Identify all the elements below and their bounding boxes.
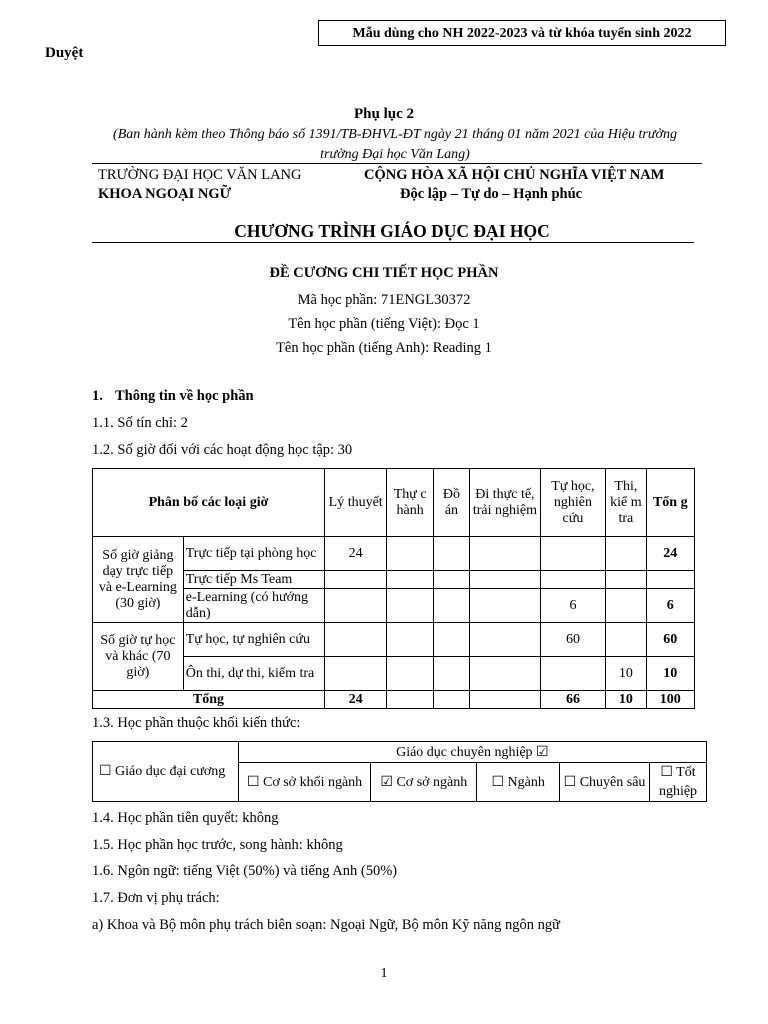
cell-total: 60 xyxy=(646,623,694,657)
course-name-vi: Tên học phần (tiếng Việt): Đọc 1 xyxy=(288,316,480,332)
cell-total xyxy=(646,571,694,589)
hours-table xyxy=(92,468,695,709)
nation-title: CỘNG HÒA XÃ HỘI CHỦ NGHĨA VIỆT NAM xyxy=(364,167,665,183)
group-self-study: Số giờ tự học và khác (70 giờ) xyxy=(93,623,184,691)
cell-field-trip xyxy=(470,623,541,657)
row-label: Trực tiếp Ms Team xyxy=(183,571,324,589)
total-theory: 24 xyxy=(324,691,387,709)
table-row xyxy=(93,623,695,657)
cell-self-study: 60 xyxy=(540,623,606,657)
course-name-en: Tên học phần (tiếng Anh): Reading 1 xyxy=(276,340,492,356)
section1-number: 1. xyxy=(92,388,103,404)
syllabus-title: ĐỀ CƯƠNG CHI TIẾT HỌC PHẦN xyxy=(269,265,499,281)
col-theory: Lý thuyết xyxy=(324,469,387,537)
cell-theory xyxy=(324,623,387,657)
total-label: Tổng xyxy=(93,691,325,709)
col-field-trip: Đi thực tế, trải nghiệm xyxy=(470,469,541,537)
total-self-study: 66 xyxy=(540,691,606,709)
total-exam: 10 xyxy=(606,691,646,709)
total-project xyxy=(433,691,469,709)
cell-field-trip xyxy=(470,657,541,691)
program-title: CHƯƠNG TRÌNH GIÁO DỤC ĐẠI HỌC xyxy=(234,221,550,241)
template-note-box: Mẫu dùng cho NH 2022-2023 và từ khóa tuyển sinh 2022 xyxy=(318,20,726,46)
cell-field-trip xyxy=(470,571,541,589)
school-name: TRƯỜNG ĐẠI HỌC VĂN LANG xyxy=(98,167,302,183)
table-row xyxy=(93,571,695,589)
cell-project xyxy=(433,571,469,589)
cell-self-study xyxy=(540,537,606,571)
prerequisite-line: 1.4. Học phần tiên quyết: không xyxy=(92,810,279,826)
total-field-trip xyxy=(470,691,541,709)
hours-table-header xyxy=(93,469,695,537)
credits-line: 1.1. Số tín chỉ: 2 xyxy=(92,415,188,431)
approved-label: Duyệt xyxy=(45,45,84,61)
option-specialized[interactable]: ☐ Chuyên sâu xyxy=(560,763,650,802)
page-number: 1 xyxy=(380,966,388,981)
knowledge-row-top xyxy=(93,742,707,763)
cell-field-trip xyxy=(470,537,541,571)
total-sum: 100 xyxy=(646,691,694,709)
cell-field-trip xyxy=(470,589,541,623)
faculty-name: KHOA NGOẠI NGỮ xyxy=(98,186,232,202)
table-row xyxy=(93,657,695,691)
cell-theory xyxy=(324,589,387,623)
col-allocation: Phân bố các loại giờ xyxy=(93,469,325,537)
cell-total: 6 xyxy=(646,589,694,623)
cell-practice xyxy=(387,589,433,623)
total-row xyxy=(93,691,695,709)
table-row xyxy=(93,589,695,623)
knowledge-block-label: 1.3. Học phần thuộc khối kiến thức: xyxy=(92,715,301,731)
option-major[interactable]: ☐ Ngành xyxy=(477,763,560,802)
unit-line: 1.7. Đơn vị phụ trách: xyxy=(92,890,220,906)
general-education-checkbox[interactable]: ☐ Giáo dục đại cương xyxy=(93,742,239,802)
cell-exam xyxy=(606,571,646,589)
cell-exam: 10 xyxy=(606,657,646,691)
cell-project xyxy=(433,623,469,657)
hours-line: 1.2. Số giờ đối với các hoạt động học tập: 30 xyxy=(92,442,353,458)
cell-practice xyxy=(387,571,433,589)
table-row xyxy=(93,537,695,571)
cell-exam xyxy=(606,537,646,571)
option-sector-foundation[interactable]: ☐ Cơ sở khối ngành xyxy=(238,763,371,802)
professional-education-checkbox[interactable]: Giáo dục chuyên nghiệp ☑ xyxy=(238,742,706,763)
col-exam: Thi, kiể m tra xyxy=(606,469,646,537)
cell-total: 24 xyxy=(646,537,694,571)
language-line: 1.6. Ngôn ngữ: tiếng Việt (50%) và tiếng Anh (50%) xyxy=(92,863,398,879)
cell-total: 10 xyxy=(646,657,694,691)
cell-theory xyxy=(324,657,387,691)
cell-theory: 24 xyxy=(324,537,387,571)
cell-project xyxy=(433,537,469,571)
section1-heading: Thông tin về học phần xyxy=(115,388,254,404)
prior-course-line: 1.5. Học phần học trước, song hành: không xyxy=(92,837,343,853)
cell-exam xyxy=(606,589,646,623)
appendix-subtitle: (Ban hành kèm theo Thông báo số 1391/TB-ĐHVL-ĐT ngày 21 tháng 01 năm 2021 của Hiệu trưởng trường Đại học Văn Lang) xyxy=(113,127,677,162)
cell-practice xyxy=(387,537,433,571)
group-direct-teaching: Số giờ giảng dạy trực tiếp và e-Learning (30 giờ) xyxy=(93,537,184,623)
cell-project xyxy=(433,657,469,691)
nation-motto: Độc lập – Tự do – Hạnh phúc xyxy=(400,186,583,202)
row-label: Ôn thi, dự thi, kiểm tra xyxy=(183,657,324,691)
row-label: e-Learning (có hướng dẫn) xyxy=(183,589,324,623)
option-major-foundation[interactable]: ☑ Cơ sở ngành xyxy=(371,763,477,802)
col-self-study: Tự học, nghiên cứu xyxy=(540,469,606,537)
cell-self-study xyxy=(540,657,606,691)
cell-exam xyxy=(606,623,646,657)
col-total: Tổn g xyxy=(646,469,694,537)
cell-practice xyxy=(387,657,433,691)
col-practice: Thự c hành xyxy=(387,469,433,537)
cell-self-study xyxy=(540,571,606,589)
unit-a-line: a) Khoa và Bộ môn phụ trách biên soạn: Ngoại Ngữ, Bộ môn Kỹ năng ngôn ngữ xyxy=(92,917,560,933)
option-graduation[interactable]: ☐ Tốt nghiệp xyxy=(650,763,707,802)
header-divider-top xyxy=(92,163,702,164)
row-label: Tự học, tự nghiên cứu xyxy=(183,623,324,657)
cell-practice xyxy=(387,623,433,657)
appendix-title: Phụ lục 2 xyxy=(353,106,414,122)
program-title-underline xyxy=(92,242,694,243)
cell-self-study: 6 xyxy=(540,589,606,623)
course-code: Mã học phần: 71ENGL30372 xyxy=(297,292,471,308)
total-practice xyxy=(387,691,433,709)
cell-project xyxy=(433,589,469,623)
col-project: Đồ án xyxy=(433,469,469,537)
knowledge-table xyxy=(92,741,707,802)
row-label: Trực tiếp tại phòng học xyxy=(183,537,324,571)
cell-theory xyxy=(324,571,387,589)
